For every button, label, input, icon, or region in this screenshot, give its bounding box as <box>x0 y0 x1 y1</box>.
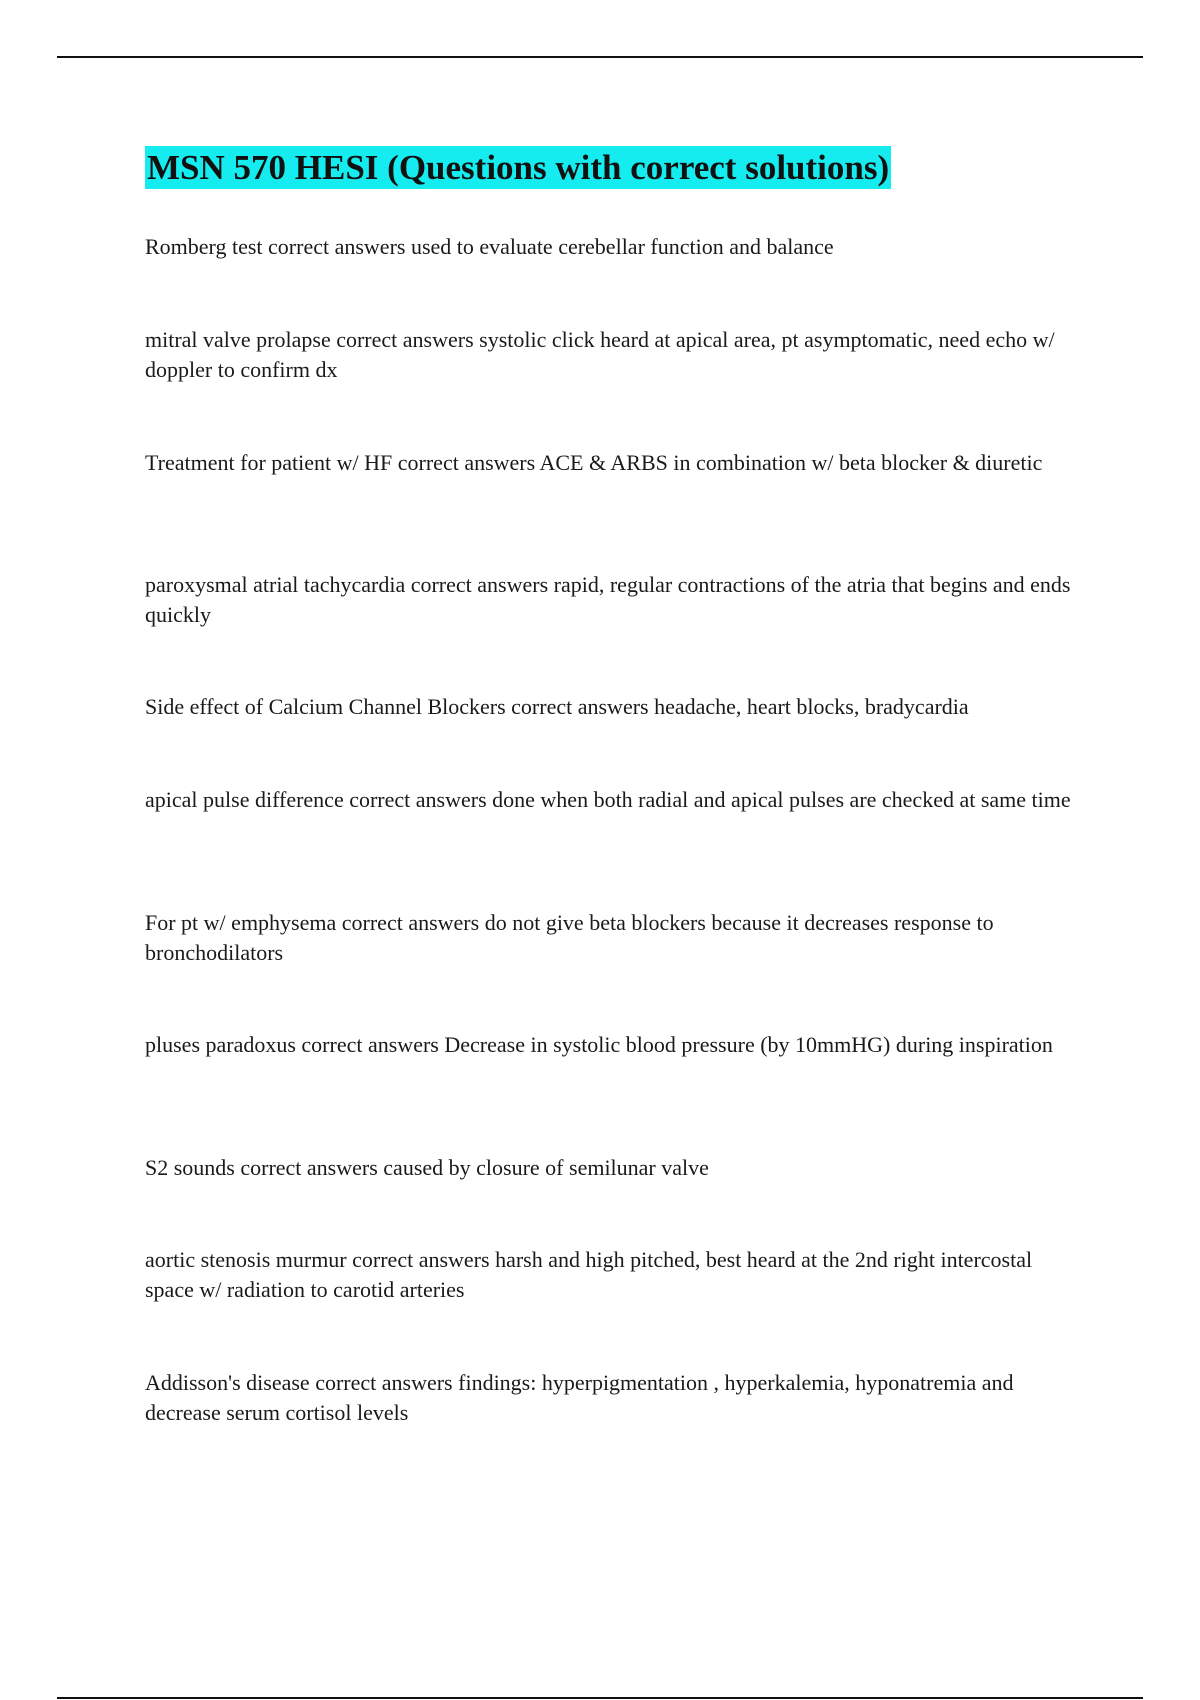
qa-connector: correct answers <box>397 450 536 475</box>
qa-connector: correct answers <box>240 1155 378 1180</box>
qa-question: Addisson's disease <box>145 1370 310 1395</box>
qa-item <box>145 785 1085 815</box>
qa-answer: headache, heart blocks, bradycardia <box>654 694 969 719</box>
qa-question: S2 sounds <box>145 1155 235 1180</box>
qa-question: Side effect of Calcium Channel Blockers <box>145 694 506 719</box>
qa-question: paroxysmal atrial tachycardia <box>145 572 406 597</box>
qa-item <box>145 1368 1085 1428</box>
qa-connector: correct answers <box>410 572 549 597</box>
qa-item <box>145 692 1085 722</box>
qa-answer: rapid, regular contractions of the atria that begins and ends quickly <box>145 572 1071 627</box>
qa-connector: correct answers <box>301 1032 439 1057</box>
qa-question: Romberg test <box>145 234 263 259</box>
qa-item <box>145 570 1085 630</box>
qa-connector: correct answers <box>349 787 487 812</box>
page-title: MSN 570 HESI (Questions with correct solutions) <box>147 148 890 187</box>
bottom-rule <box>57 1697 1143 1699</box>
qa-item <box>145 232 1085 262</box>
qa-item <box>145 1245 1085 1305</box>
qa-item <box>145 1153 1085 1183</box>
qa-answer: findings: hyperpigmentation , hyperkalemia, hyponatremia and decrease serum cortisol levels <box>145 1370 1014 1425</box>
qa-question: apical pulse difference <box>145 787 344 812</box>
qa-item <box>145 1030 1085 1060</box>
qa-question: pluses paradoxus <box>145 1032 296 1057</box>
qa-answer: caused by closure of semilunar valve <box>383 1155 709 1180</box>
qa-answer: do not give beta blockers because it decreases response to bronchodilators <box>145 910 994 965</box>
qa-connector: correct answers <box>511 694 649 719</box>
qa-question: mitral valve prolapse <box>145 327 331 352</box>
qa-connector: correct answers <box>315 1370 453 1395</box>
qa-connector: correct answers <box>268 234 406 259</box>
title-block <box>145 146 891 189</box>
qa-item <box>145 908 1085 968</box>
qa-connector: correct answers <box>336 327 474 352</box>
qa-answer: systolic click heard at apical area, pt asymptomatic, need echo w/ doppler to confirm dx <box>145 327 1055 382</box>
qa-item <box>145 325 1085 385</box>
qa-answer: done when both radial and apical pulses are checked at same time <box>492 787 1071 812</box>
qa-connector: correct answers <box>341 910 480 935</box>
qa-answer: Decrease in systolic blood pressure (by 10mmHG) during inspiration <box>444 1032 1053 1057</box>
qa-connector: correct answers <box>352 1247 490 1272</box>
top-rule <box>57 56 1143 58</box>
qa-answer: ACE & ARBS in combination w/ beta blocker & diuretic <box>539 450 1043 475</box>
qa-question: For pt w/ emphysema <box>145 910 337 935</box>
qa-question: aortic stenosis murmur <box>145 1247 347 1272</box>
qa-item <box>145 448 1085 478</box>
qa-question: Treatment for patient w/ HF <box>145 450 393 475</box>
qa-answer: harsh and high pitched, best heard at the 2nd right intercostal space w/ radiation to carotid arteries <box>145 1247 1033 1302</box>
qa-answer: used to evaluate cerebellar function and balance <box>410 234 834 259</box>
